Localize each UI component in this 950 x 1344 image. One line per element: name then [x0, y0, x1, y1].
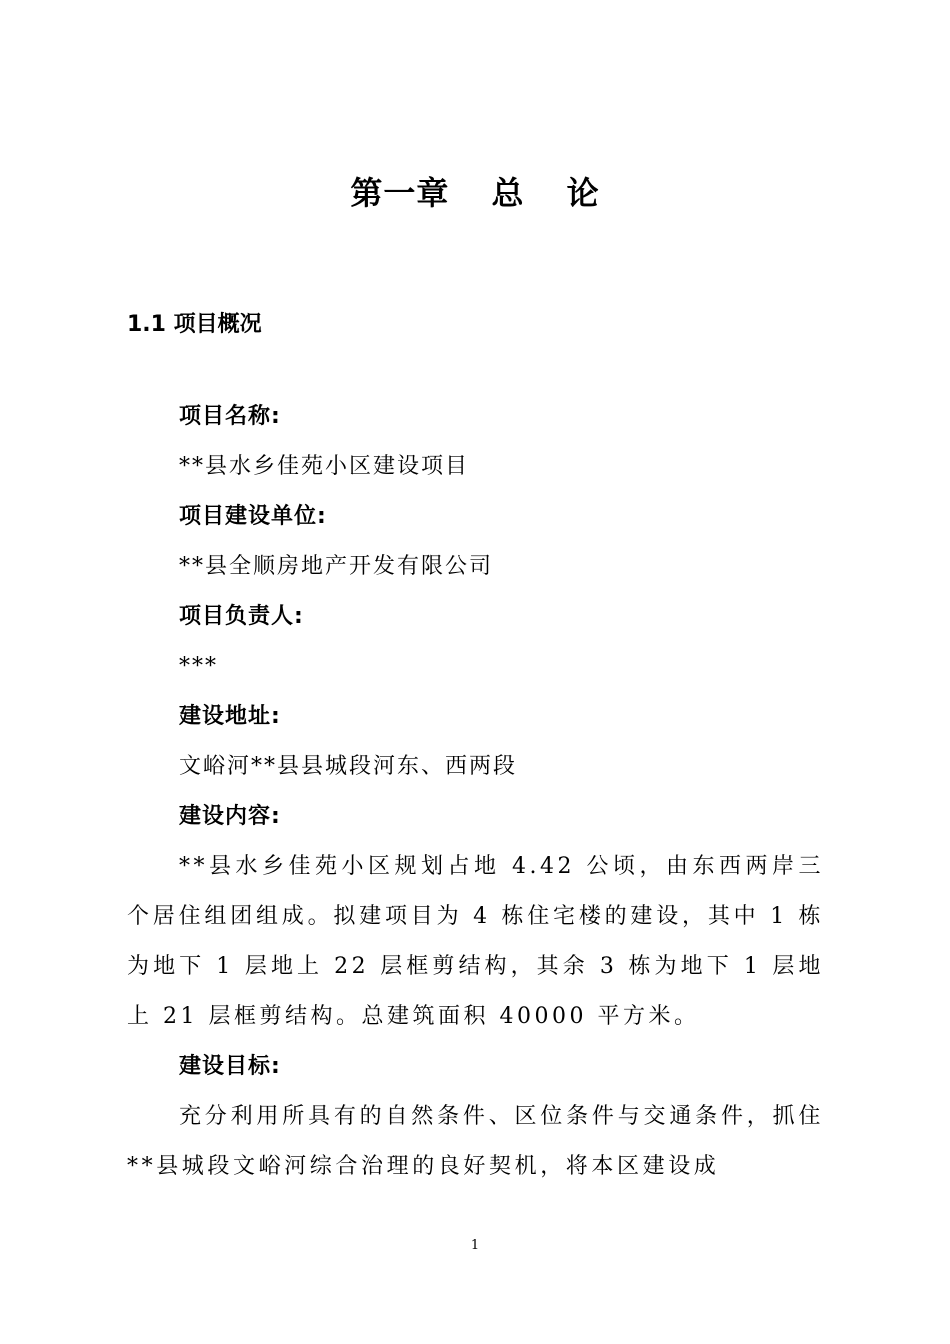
construction-target-label: 建设目标:	[179, 1054, 281, 1079]
construction-target-paragraph: 充分利用所具有的自然条件、区位条件与交通条件，抓住**县城段文峪河综合治理的良好契机，将本区建设成	[127, 1104, 824, 1179]
construction-unit-value: **县全顺房地产开发有限公司	[179, 554, 494, 579]
construction-address-value: 文峪河**县县城段河东、西两段	[179, 754, 518, 779]
section-heading: 1.1 项目概况	[127, 312, 262, 337]
project-name-value: **县水乡佳苑小区建设项目	[179, 454, 470, 479]
project-name-label: 项目名称:	[179, 404, 281, 429]
construction-address-label: 建设地址:	[179, 704, 281, 729]
chapter-title: 第一章 总 论	[350, 174, 600, 212]
project-manager-label: 项目负责人:	[179, 604, 304, 629]
construction-unit-label: 项目建设单位:	[179, 504, 327, 529]
project-manager-value: ***	[179, 654, 218, 679]
page-number: 1	[470, 1238, 480, 1253]
construction-content-label: 建设内容:	[179, 804, 281, 829]
construction-content-paragraph: **县水乡佳苑小区规划占地 4.42 公顷，由东西两岸三个居住组团组成。拟建项目为 4 栋住宅楼的建设，其中 1 栋为地下 1 层地上 22 层框剪结构，其余 3 栋为地下 1 层地上 21 层框剪结构。总建筑面积 40000 平方米。	[127, 854, 824, 1029]
project-overview	[127, 392, 824, 1192]
